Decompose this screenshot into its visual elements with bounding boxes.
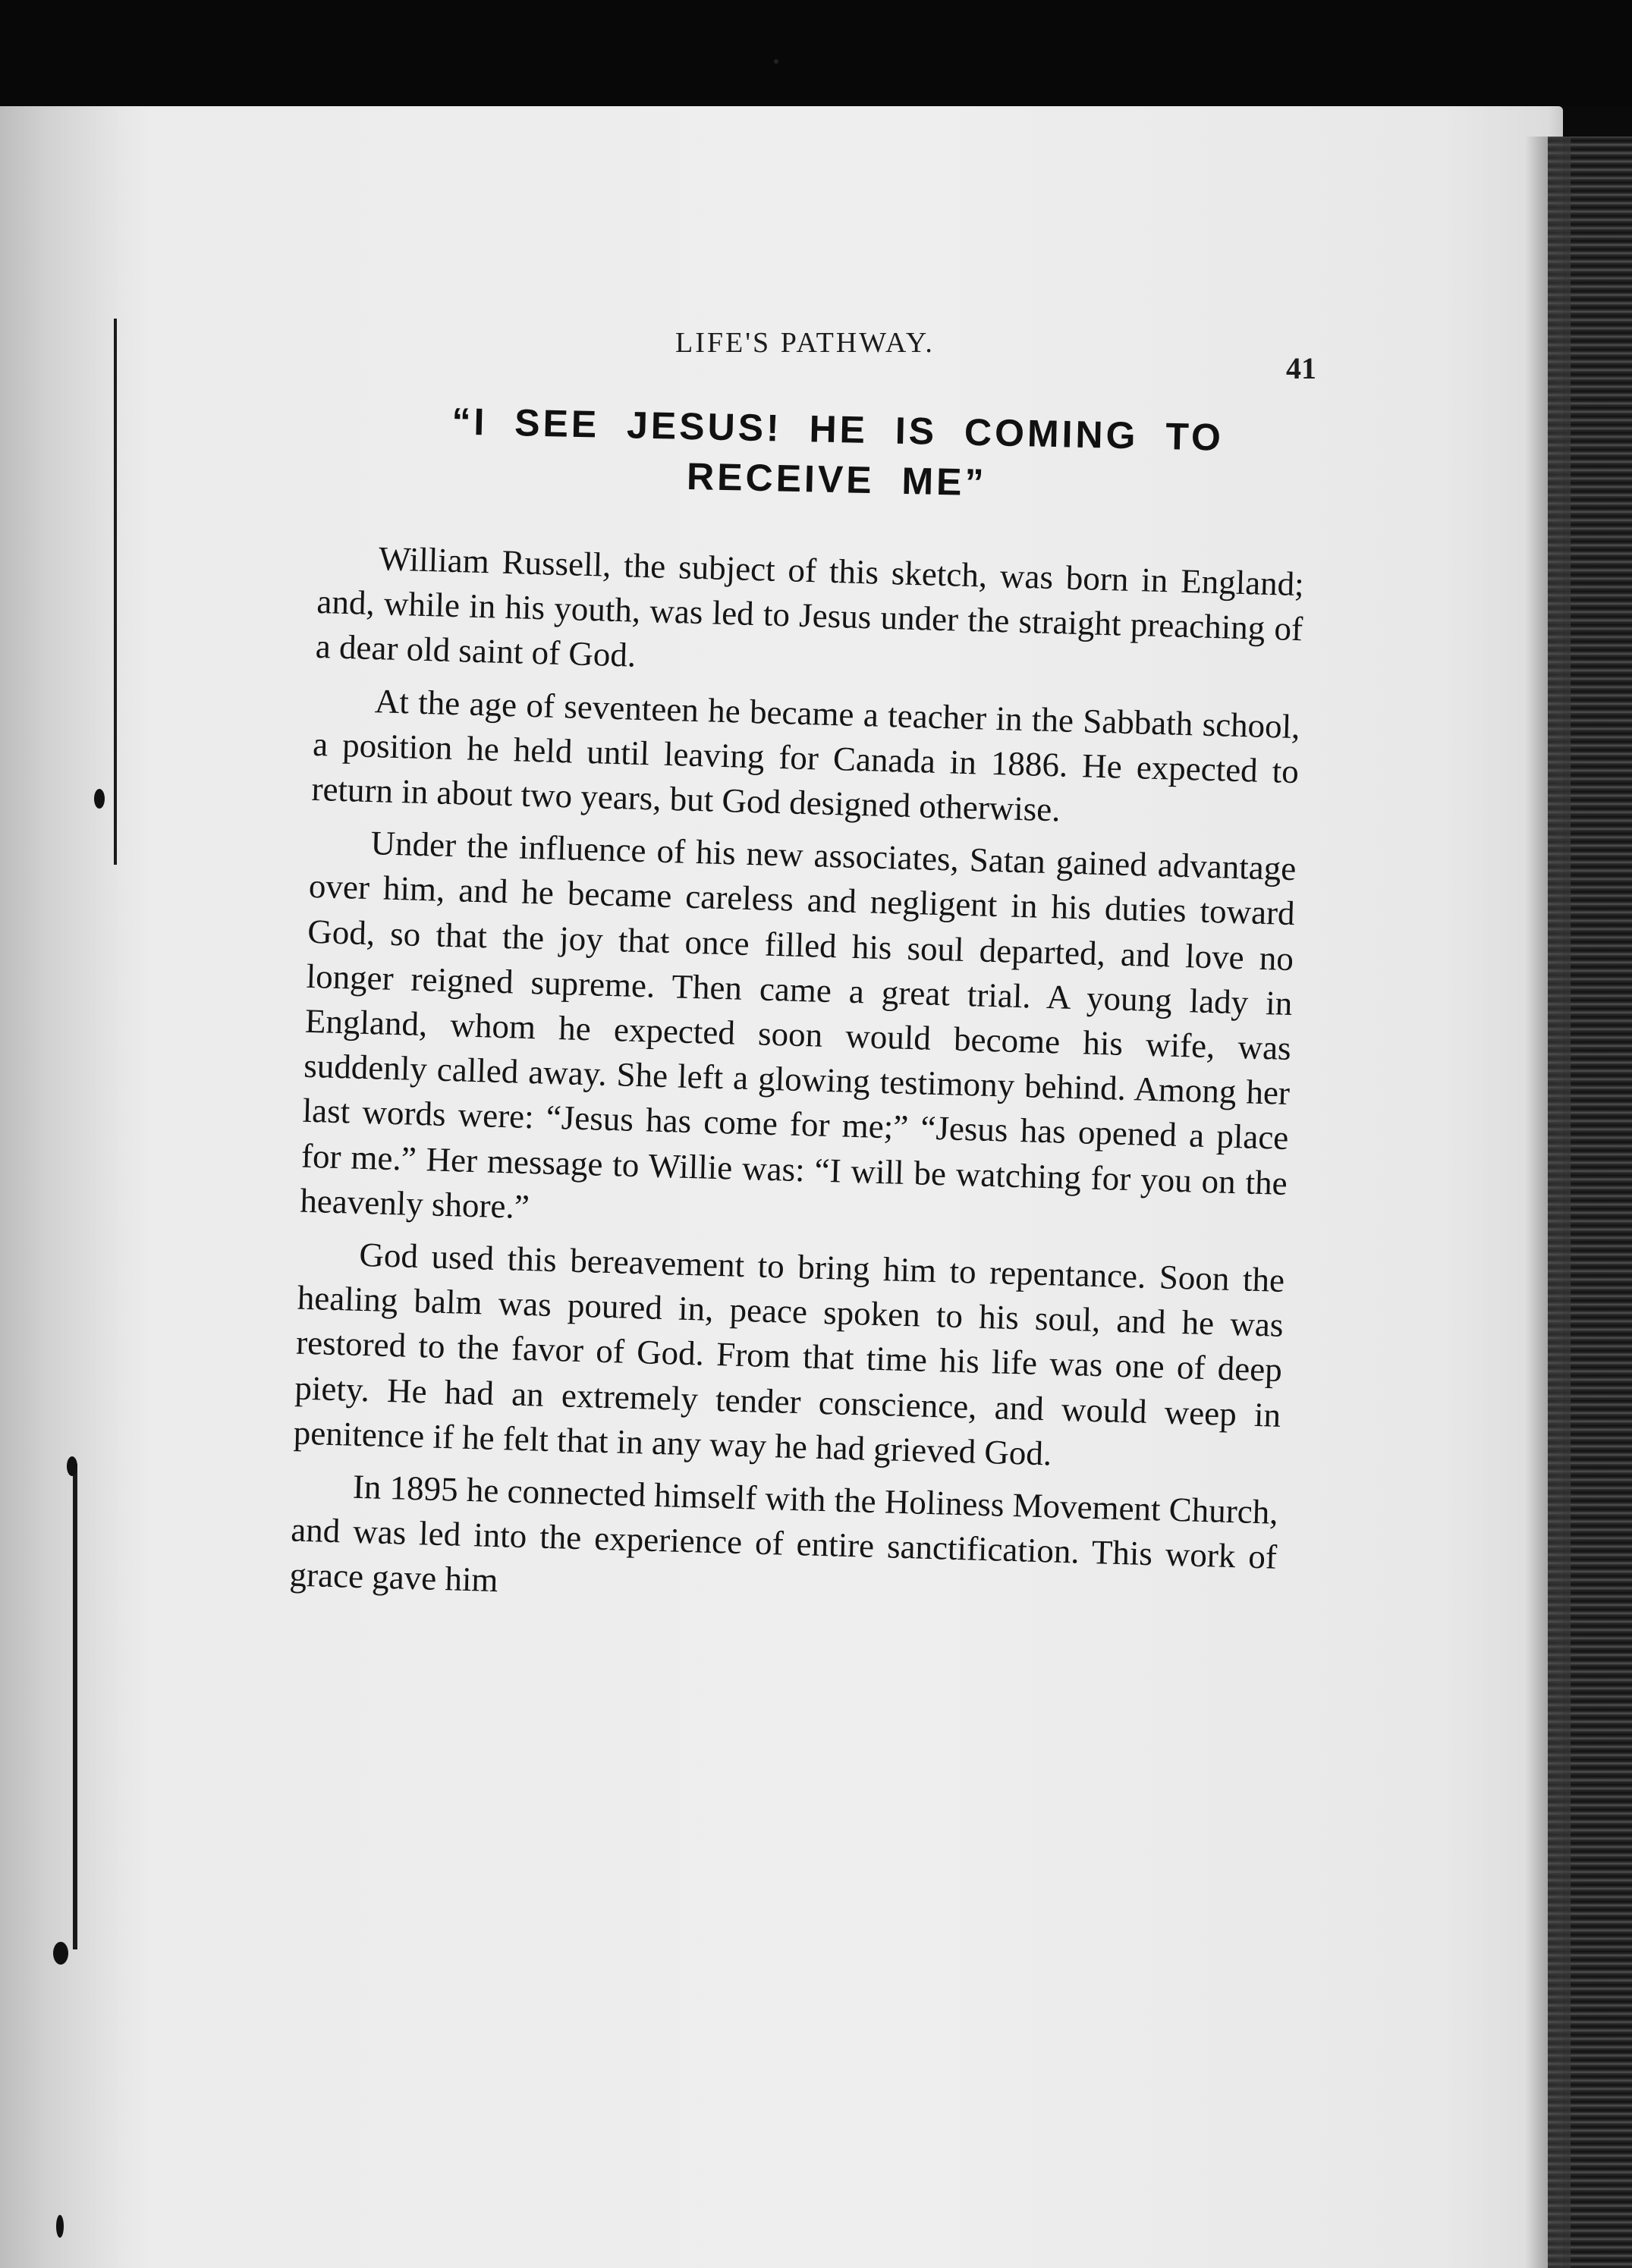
paragraph: God used this bereavement to bring him to repentance. Soon the healing balm was poured in, peace spoken to his soul, and he was restored to the favor of God. From that time his life was one of deep piety. He had an extremely tender conscience, and would weep in penitence if he felt that in any way he had grieved God. <box>293 1235 1285 1473</box>
scan-top-border <box>0 0 1632 106</box>
margin-mark <box>56 2215 64 2238</box>
margin-mark <box>114 319 117 865</box>
paragraph: Under the influence of his new associates, Satan gained advantage over him, and he became careless and negligent in his duties toward God, so that the joy that once filled his soul departed, and love no longer reigned supreme. Then came a great trial. A young lady in England, whom he expected soon would become his wife, was suddenly called away. She left a glowing testimony behind. Among her last words were: “Jesus has come for me;” “Jesus has opened a place for me.” Her message to Willie was: “I will be watching for you on the heavenly shore.” <box>299 824 1297 1226</box>
paragraph: In 1895 he connected himself with the Holiness Movement Church, and was led into the experience of entire sanctification. This work of grace gave him <box>289 1467 1279 1600</box>
running-head: LIFE'S PATHWAY. <box>675 327 935 359</box>
margin-mark <box>94 789 105 809</box>
margin-mark <box>53 1942 68 1965</box>
margin-mark <box>73 1464 77 1949</box>
book-edge-shadow <box>1525 137 1571 2268</box>
margin-mark <box>67 1456 77 1476</box>
paragraph: At the age of seventeen he became a teacher in the Sabbath school, a position he held until leaving for Canada in 1886. He expected to return in about two years, but God designed otherwise. <box>310 681 1301 829</box>
body-text <box>289 535 1305 1632</box>
paragraph: William Russell, the subject of this sketch, was born in England; and, while in his youth, was led to Jesus under the straight preaching of a dear old saint of God. <box>315 539 1305 675</box>
page-number: 41 <box>1286 351 1316 385</box>
scan-speck <box>774 59 778 64</box>
chapter-title: “I SEE JESUS! HE IS COMING TO RECEIVE ME” <box>451 400 1225 504</box>
